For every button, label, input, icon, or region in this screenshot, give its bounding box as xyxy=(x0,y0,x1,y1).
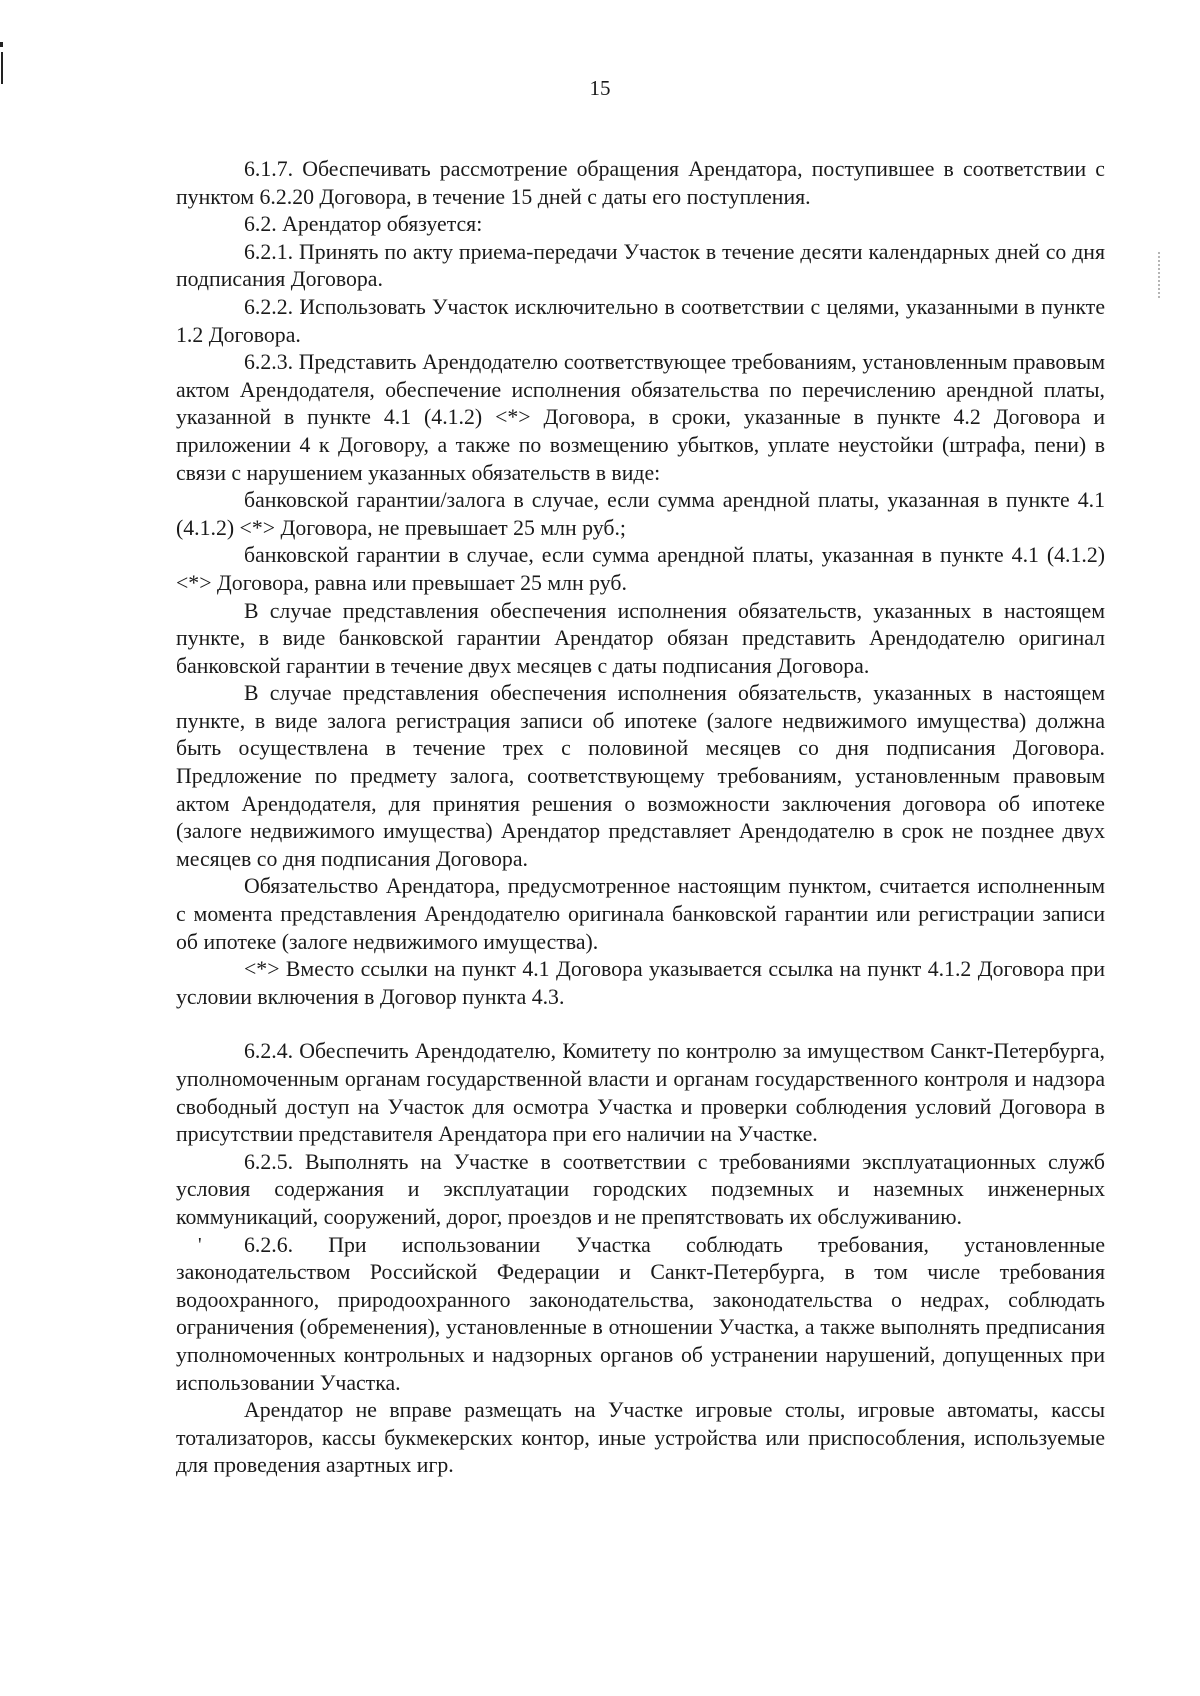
paragraph-pledge-case: В случае представления обеспечения исполнения обязательств, указанных в настоящем пункте, в виде залога регистрация записи об ипотеке (залоге недвижимого имущества) должна быть осуществлена в течение трех с половиной месяцев со дня подписания Договора. Предложение по предмету залога, соответствующему требованиям, установленным правовым актом Арендодателя, для принятия решения о возможности заключения договора об ипотеке (залоге недвижимого имущества) Арендатор представляет Арендодателю в срок не позднее двух месяцев со дня подписания Договора. xyxy=(176,681,1105,871)
scan-artifact-dots xyxy=(1158,252,1162,298)
paragraph-bank-guarantee: банковской гарантии в случае, если сумма арендной платы, указанная в пункте 4.1 (4.1.2) <*> Договора, равна или превышает 25 млн руб. xyxy=(176,543,1105,595)
paragraph-6-1-7: 6.1.7. Обеспечивать рассмотрение обращения Арендатора, поступившее в соответствии с пунктом 6.2.20 Договора, в течение 15 дней с даты его поступления. xyxy=(176,157,1105,209)
paragraph-6-2-2: 6.2.2. Использовать Участок исключительно в соответствии с целями, указанными в пункте 1.2 Договора. xyxy=(176,294,1105,347)
paragraph-6-2-6 xyxy=(176,1232,1105,1398)
paragraph-6-2-3: 6.2.3. Представить Арендодателю соответствующее требованиям, установленным правовым актом Арендодателя, обеспечение исполнения обязательства по перечислению арендной платы, указанной в пункте 4.1 (4.1.2) <*> Договора, в сроки, указанные в пункте 4.2 Договора и приложении 4 к Договору, а также по возмещению убытков, уплате неустойки (штрафа, пени) в связи с нарушением указанных обязательств в виде: xyxy=(176,350,1105,485)
paragraph-6-2-6-text: 6.2.6. При использовании Участка соблюдать требования, установленные законодательством Российской Федерации и Санкт-Петербурга, в том числе требования водоохранного, природоохранного законодательства, законодательства о недрах, соблюдать ограничения (обременения), установленные в отношении Участка, а также выполнять предписания уполномоченных контрольных и надзорных органов об устранении нарушений, допущенных при использовании Участка. xyxy=(176,1232,1105,1395)
paragraph-footnote: <*> Вместо ссылки на пункт 4.1 Договора указывается ссылка на пункт 4.1.2 Договора при условии включения в Договор пункта 4.3. xyxy=(176,957,1105,1009)
paragraph-guarantee-case: В случае представления обеспечения исполнения обязательств, указанных в настоящем пункте, в виде банковской гарантии Арендатор обязан представить Арендодателю оригинал банковской гарантии в течение двух месяцев с даты подписания Договора. xyxy=(176,598,1105,678)
paragraph-obligation-fulfilled: Обязательство Арендатора, предусмотренное настоящим пунктом, считается исполненным с момента представления Арендодателю оригинала банковской гарантии или регистрации записи об ипотеке (залоге недвижимого имущества). xyxy=(176,874,1105,954)
paragraph-6-2-4: 6.2.4. Обеспечить Арендодателю, Комитету по контролю за имуществом Санкт-Петербурга, уполномоченным органам государственной власти и органам государственного контроля и надзора свободный доступ на Участок для осмотра Участка и проверки соблюдения условий Договора в присутствии представителя Арендатора при его наличии на Участке. xyxy=(176,1039,1105,1147)
stray-mark: ' xyxy=(198,1233,202,1256)
paragraph-gambling-prohibition: Арендатор не вправе размещать на Участке игровые столы, игровые автоматы, кассы тотализаторов, кассы букмекерских контор, иные устройства или приспособления, используемые для проведения азартных игр. xyxy=(176,1398,1105,1478)
paragraph-6-2-5: 6.2.5. Выполнять на Участке в соответствии с требованиями эксплуатационных служб условия содержания и эксплуатации городских подземных и наземных инженерных коммуникаций, сооружений, дорог, проездов и не препятствовать их обслуживанию. xyxy=(176,1149,1105,1229)
page-number: 15 xyxy=(589,76,611,100)
paragraph-6-2: 6.2. Арендатор обязуется: xyxy=(244,212,483,237)
paragraph-bank-guarantee-or-pledge: банковской гарантии/залога в случае, если сумма арендной платы, указанная в пункте 4.1 (4.1.2) <*> Договора, не превышает 25 млн руб.; xyxy=(176,488,1105,540)
paragraph-6-2-1: 6.2.1. Принять по акту приема-передачи Участок в течение десяти календарных дней со дня подписания Договора. xyxy=(176,239,1105,292)
document-body xyxy=(176,156,1105,1480)
